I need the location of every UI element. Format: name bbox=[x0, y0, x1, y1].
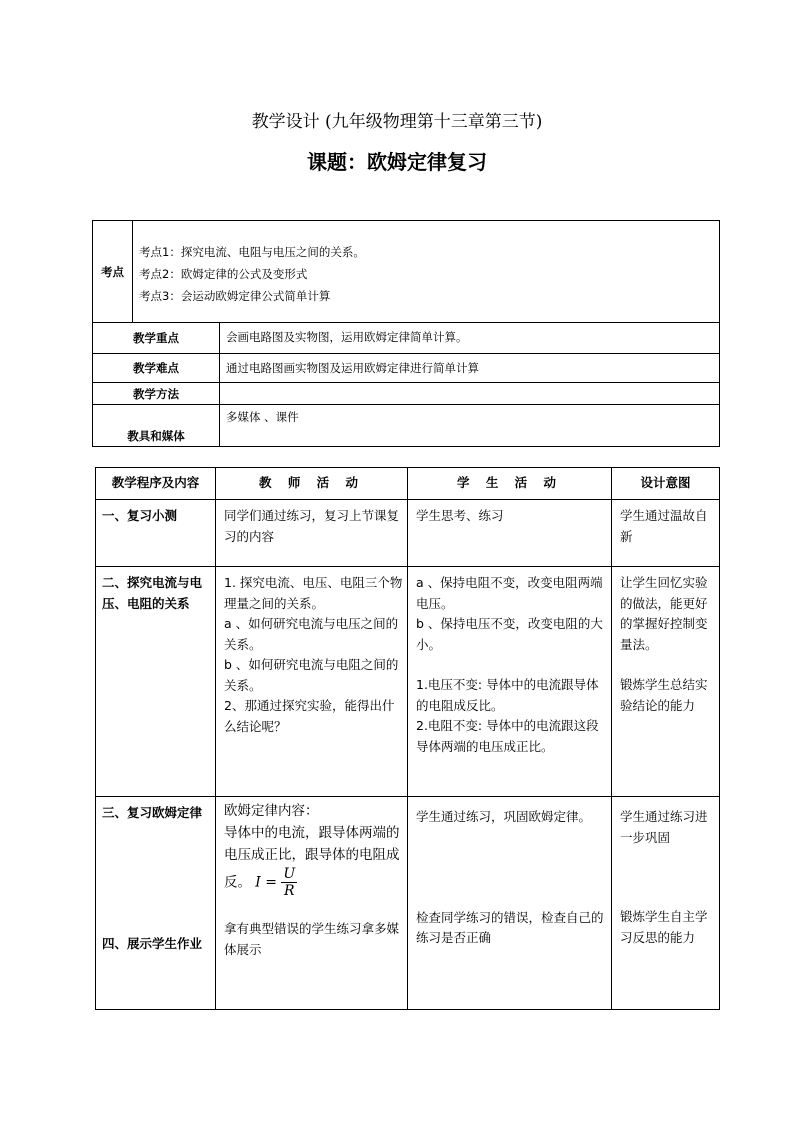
intent-line: 锻炼学生自主学习反思的能力 bbox=[620, 909, 708, 945]
intent-cell bbox=[612, 797, 720, 1010]
student-cell: 学生思考、练习 bbox=[408, 500, 612, 567]
teacher-line: 欧姆定律内容： bbox=[224, 803, 319, 819]
section-title: 二、探究电流与电压、电阻的关系 bbox=[96, 567, 216, 797]
exam-point: 考点3：会运动欧姆定律公式简单计算 bbox=[139, 289, 331, 303]
media-value: 多媒体 、课件 bbox=[220, 405, 720, 447]
student-line: a 、保持电阻不变，改变电阻两端电压。 bbox=[416, 575, 603, 611]
student-cell bbox=[408, 797, 612, 1010]
student-line: b 、保持电压不变，改变电阻的大小。 bbox=[416, 616, 603, 652]
media-label: 教具和媒体 bbox=[93, 405, 220, 447]
method-label: 教学方法 bbox=[93, 383, 220, 405]
teacher-cell bbox=[216, 797, 408, 1010]
teacher-line: 拿有典型错误的学生练习拿多媒体展示 bbox=[224, 921, 400, 957]
student-cell bbox=[408, 567, 612, 797]
table-row bbox=[96, 797, 720, 1010]
table-row bbox=[96, 500, 720, 567]
lesson-title: 课题：欧姆定律复习 bbox=[307, 150, 487, 174]
student-line: 学生通过练习，巩固欧姆定律。 bbox=[416, 809, 592, 824]
section-title: 一、复习小测 bbox=[96, 500, 216, 567]
teacher-line: 1. 探究电流、电压、电阻三个物理量之间的关系。 bbox=[224, 575, 403, 611]
difficulty-label: 教学难点 bbox=[93, 354, 220, 383]
teacher-cell: 同学们通过练习，复习上节课复习的内容 bbox=[216, 500, 408, 567]
method-value bbox=[220, 383, 720, 405]
lesson-subtitle: 教学设计 (九年级物理第十三章第三节) bbox=[251, 112, 543, 132]
teacher-line: 2、那通过探究实验，能得出什么结论呢？ bbox=[224, 698, 395, 734]
ohm-formula-fraction: $\frac{U}{R}$ bbox=[283, 866, 296, 899]
difficulty-value: 通过电路图画实物图及运用欧姆定律进行简单计算 bbox=[220, 354, 720, 383]
intent-line: 让学生回忆实验的做法，能更好的掌握好控制变量法。 bbox=[620, 575, 708, 652]
section-titles-cell bbox=[96, 797, 216, 1010]
intent-cell: 学生通过温故自新 bbox=[612, 500, 720, 567]
header-intent: 设计意图 bbox=[612, 468, 720, 500]
key-point-label: 教学重点 bbox=[93, 323, 220, 354]
teacher-line: a 、如何研究电流与电压之间的关系。 bbox=[224, 616, 399, 652]
info-table bbox=[92, 220, 720, 447]
exam-points-cell bbox=[133, 221, 720, 323]
key-point-value: 会画电路图及实物图，运用欧姆定律简单计算。 bbox=[220, 323, 720, 354]
exam-point: 考点1：探究电流、电阻与电压之间的关系。 bbox=[139, 245, 365, 259]
table-row bbox=[96, 567, 720, 797]
ohm-formula-lhs: I = bbox=[255, 874, 278, 891]
header-teacher: 教 师 活 动 bbox=[216, 468, 408, 500]
exam-point: 考点2：欧姆定律的公式及变形式 bbox=[139, 267, 308, 281]
header-program: 教学程序及内容 bbox=[96, 468, 216, 500]
exam-points-label: 考点 bbox=[93, 221, 133, 323]
teacher-line: 导体中的电流，跟导体两端的电压成正比，跟导体的电阻成反。 I = $\frac{U}{R}$ bbox=[224, 825, 400, 899]
student-line: 检查同学练习的错误，检查自己的练习是否正确 bbox=[416, 909, 604, 945]
intent-cell bbox=[612, 567, 720, 797]
section-title: 四、展示学生作业 bbox=[102, 935, 203, 951]
section-title: 三、复习欧姆定律 bbox=[102, 805, 203, 820]
student-line: 1.电压不变: 导体中的电流跟导体的电阻成反比。 bbox=[416, 677, 599, 713]
header-student: 学 生 活 动 bbox=[408, 468, 612, 500]
intent-line: 学生通过练习进一步巩固 bbox=[620, 809, 708, 845]
process-table bbox=[95, 467, 720, 1010]
teacher-line: b 、如何研究电流与电阻之间的关系。 bbox=[224, 657, 399, 693]
student-line: 2.电阻不变: 导体中的电流跟这段导体两端的电压成正比。 bbox=[416, 718, 599, 754]
intent-line: 锻炼学生总结实验结论的能力 bbox=[620, 677, 708, 713]
teacher-cell bbox=[216, 567, 408, 797]
